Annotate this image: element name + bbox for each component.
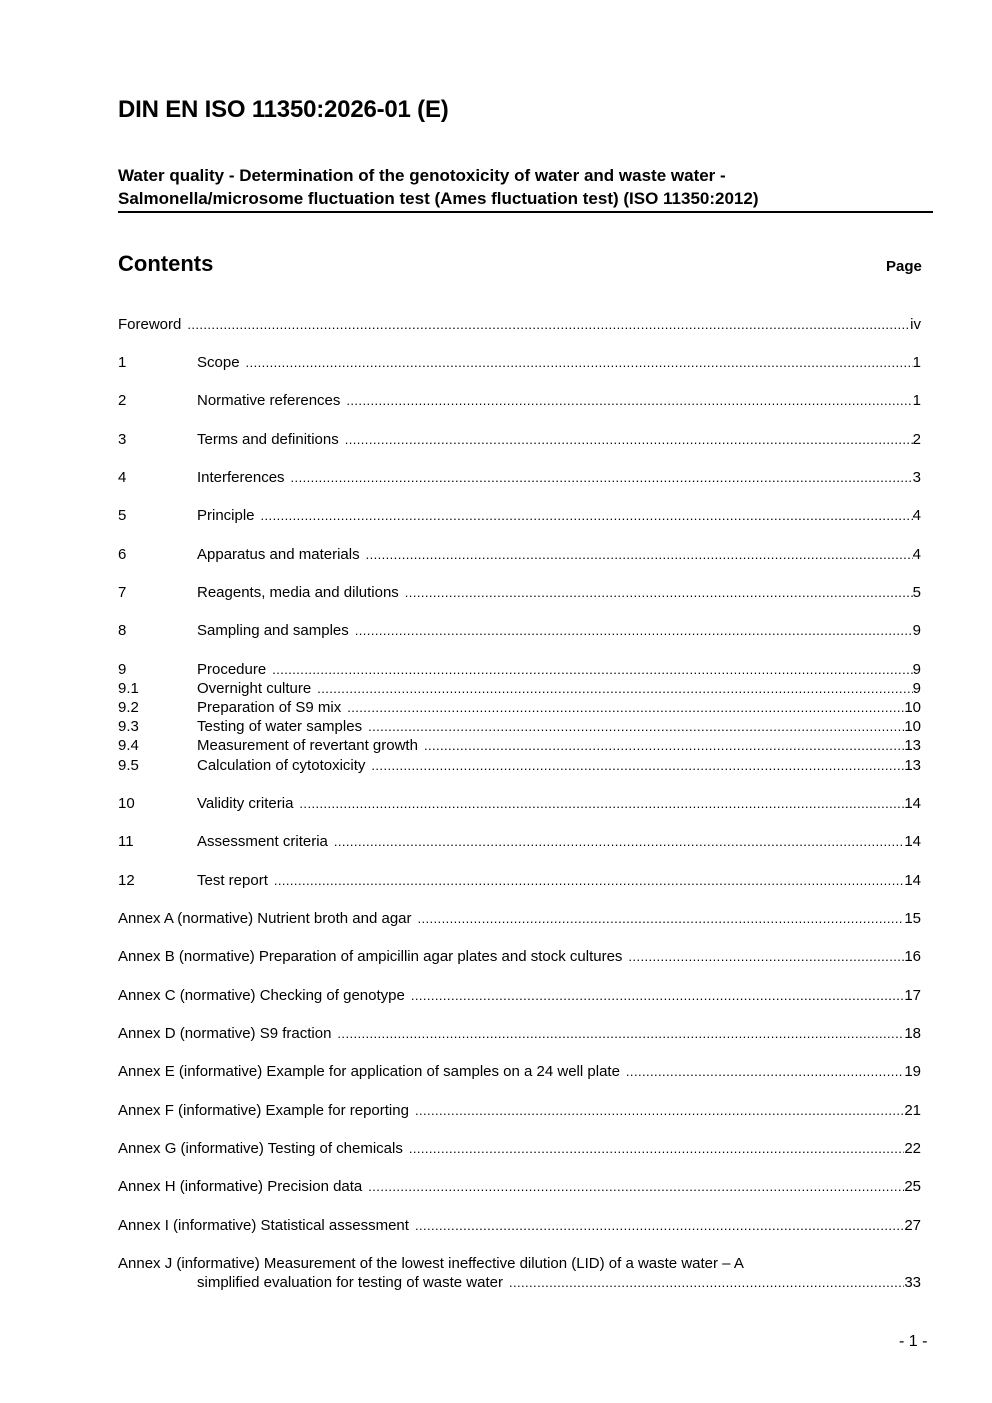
toc-entry-page: 33 [904,1274,921,1291]
toc-entry-number: 9.4 [118,737,139,754]
toc-entry[interactable] [118,832,921,851]
toc-entry-page: 2 [912,431,921,448]
toc-entry-page: 14 [904,872,921,889]
subtitle-line-2: Salmonella/microsome fluctuation test (Ames fluctuation test) (ISO 11350:2012) [118,189,759,208]
toc-leader-dots [246,353,913,372]
toc-entry[interactable] [118,871,921,890]
toc-entry-page: 9 [912,680,921,697]
toc-entry-page: 22 [904,1140,921,1157]
toc-entry-label: Annex I (informative) Statistical assessment [118,1217,409,1234]
toc-entry[interactable] [118,468,921,487]
page-number: - 1 - [899,1333,928,1350]
toc-entry[interactable] [118,717,921,736]
toc-entry[interactable] [118,660,921,679]
toc-entry-number: 12 [118,872,135,889]
toc-leader-dots [368,1177,904,1196]
toc-entry-number: 11 [118,833,134,850]
toc-annex-entry[interactable] [118,986,921,1005]
toc-annex-entry[interactable] [118,1216,921,1235]
toc-entry-number: 1 [118,354,127,371]
toc-entry-page: 10 [904,718,921,735]
toc-leader-dots [337,1024,904,1043]
toc-entry-number: 9.1 [118,680,139,697]
toc-annex-entry[interactable] [118,1139,921,1158]
toc-leader-dots [415,1216,904,1235]
toc-entry[interactable] [118,756,921,775]
toc-leader-dots [345,430,913,449]
toc-entry[interactable] [118,583,921,602]
page-column-label: Page [886,258,922,275]
toc-entry[interactable] [118,545,921,564]
toc-leader-dots [409,1139,904,1158]
toc-entry-page: 14 [904,795,921,812]
toc-entry-page: iv [910,316,921,333]
toc-entry-label: Validity criteria [197,795,294,812]
toc-entry-foreword[interactable] [118,315,921,334]
toc-entry-number: 9.3 [118,718,139,735]
toc-leader-dots [366,545,913,564]
toc-leader-dots [368,717,904,736]
toc-entry-page: 19 [904,1063,921,1080]
toc-entry[interactable] [118,391,921,410]
toc-entry-page: 1 [912,392,921,409]
toc-entry-number: 5 [118,507,127,524]
toc-annex-j-line-1[interactable]: Annex J (informative) Measurement of the lowest ineffective dilution (LID) of a waste water – A [118,1255,744,1272]
toc-entry-number: 8 [118,622,127,639]
toc-entry-page: 14 [904,833,921,850]
toc-entry-label: Normative references [197,392,341,409]
toc-leader-dots [411,986,904,1005]
toc-entry-label: Assessment criteria [197,833,328,850]
toc-leader-dots [291,468,913,487]
toc-entry-page: 9 [912,661,921,678]
toc-entry[interactable] [118,698,921,717]
toc-entry[interactable] [118,506,921,525]
toc-entry-page: 27 [904,1217,921,1234]
toc-entry-label: Measurement of revertant growth [197,737,418,754]
toc-entry-page: 15 [904,910,921,927]
toc-leader-dots [509,1273,904,1292]
toc-entry-number: 3 [118,431,127,448]
toc-entry-number: 9.2 [118,699,139,716]
toc-leader-dots [418,909,905,928]
toc-entry-page: 13 [904,757,921,774]
toc-entry-label: Test report [197,872,268,889]
toc-entry-label: Calculation of cytotoxicity [197,757,366,774]
subtitle-line-1: Water quality - Determination of the genotoxicity of water and waste water - [118,166,726,185]
toc-leader-dots [272,660,912,679]
toc-entry[interactable] [118,794,921,813]
toc-leader-dots [626,1062,904,1081]
toc-entry[interactable] [118,736,921,755]
toc-entry-label: Terms and definitions [197,431,339,448]
toc-entry-page: 4 [912,546,921,563]
toc-leader-dots [405,583,913,602]
toc-leader-dots [274,871,904,890]
toc-entry-label: Annex H (informative) Precision data [118,1178,363,1195]
toc-leader-dots [628,947,904,966]
toc-entry-number: 2 [118,392,127,409]
toc-entry-page: 18 [904,1025,921,1042]
toc-entry-number: 10 [118,795,135,812]
toc-entry-page: 10 [904,699,921,716]
toc-entry-label: Reagents, media and dilutions [197,584,399,601]
toc-entry-label: Overnight culture [197,680,312,697]
toc-entry-label: Annex D (normative) S9 fraction [118,1025,332,1042]
toc-entry-label: Foreword [118,316,182,333]
toc-leader-dots [347,698,904,717]
toc-leader-dots [334,832,904,851]
toc-leader-dots [355,621,913,640]
toc-entry-number: 9 [118,661,127,678]
toc-annex-j-line-2[interactable] [118,1273,921,1292]
toc-leader-dots [415,1101,904,1120]
toc-entry-label: Preparation of S9 mix [197,699,342,716]
toc-entry-page: 9 [912,622,921,639]
toc-leader-dots [299,794,904,813]
toc-entry-label: Scope [197,354,240,371]
toc-entry-label: Sampling and samples [197,622,349,639]
toc-entry-label: Annex E (informative) Example for application of samples on a 24 well plate [118,1063,620,1080]
toc-entry-number: 4 [118,469,127,486]
toc-annex-entry[interactable] [118,1024,921,1043]
toc-entry-page: 25 [904,1178,921,1195]
toc-leader-dots [187,315,910,334]
toc-entry[interactable] [118,679,921,698]
toc-entry-label: Principle [197,507,255,524]
toc-leader-dots [317,679,912,698]
toc-entry[interactable] [118,621,921,640]
toc-entry-label: Annex G (informative) Testing of chemicals [118,1140,403,1157]
toc-entry-page: 16 [904,948,921,965]
toc-entry-page: 17 [904,987,921,1004]
contents-heading: Contents [118,251,214,276]
document-subtitle [118,164,933,213]
toc-entry-page: 1 [912,354,921,371]
toc-entry-page: 5 [912,584,921,601]
toc-entry-page: 13 [904,737,921,754]
toc-entry-label: Annex F (informative) Example for reporting [118,1102,409,1119]
toc-leader-dots [261,506,913,525]
toc-entry-label: Annex B (normative) Preparation of ampicillin agar plates and stock cultures [118,948,623,965]
toc-annex-entry[interactable] [118,909,921,928]
toc-annex-entry[interactable] [118,1062,921,1081]
toc-annex-entry[interactable] [118,1101,921,1120]
toc-leader-dots [424,736,904,755]
toc-entry-number: 6 [118,546,127,563]
toc-entry-label: Procedure [197,661,267,678]
toc-entry[interactable] [118,353,921,372]
toc-entry-number: 7 [118,584,127,601]
toc-entry-page: 3 [912,469,921,486]
toc-leader-dots [346,391,912,410]
document-title: DIN EN ISO 11350:2026-01 (E) [118,96,449,123]
toc-entry-label: Annex A (normative) Nutrient broth and agar [118,910,412,927]
toc-entry-label: simplified evaluation for testing of waste water [197,1274,503,1291]
toc-entry-number: 9.5 [118,757,139,774]
toc-entry-label: Interferences [197,469,285,486]
toc-annex-entry[interactable] [118,1177,921,1196]
toc-entry-page: 21 [904,1102,921,1119]
toc-entry-label: Annex C (normative) Checking of genotype [118,987,405,1004]
toc-annex-entry[interactable] [118,947,921,966]
toc-entry-label: Testing of water samples [197,718,363,735]
toc-entry[interactable] [118,430,921,449]
toc-entry-label: Apparatus and materials [197,546,360,563]
toc-leader-dots [371,756,904,775]
toc-entry-page: 4 [912,507,921,524]
